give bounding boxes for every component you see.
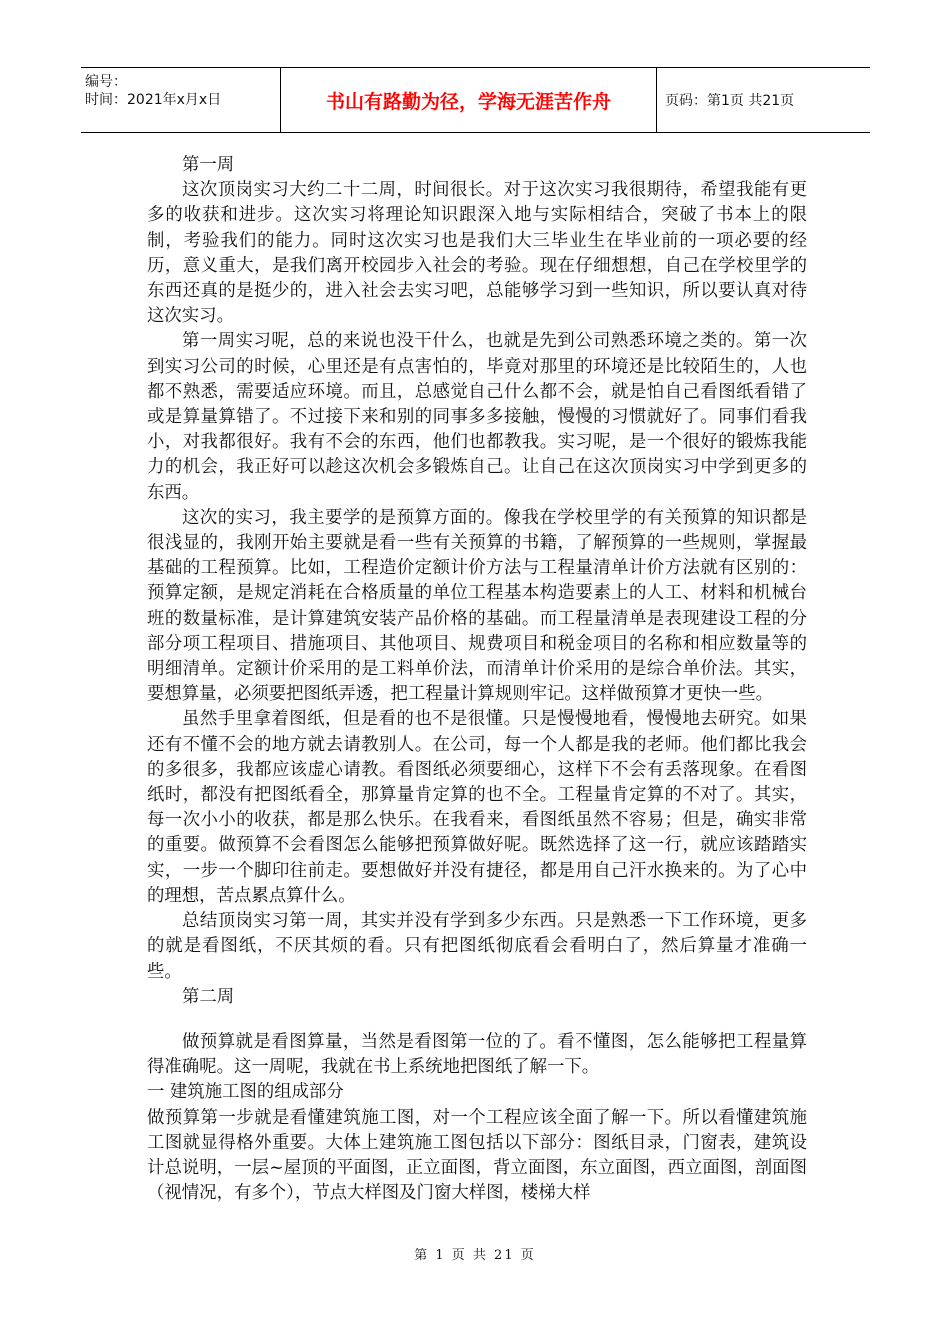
- paragraph-2: 第一周实习呢，总的来说也没干什么，也就是先到公司熟悉环境之类的。第一次到实习公司的时候，心里还是有点害怕的，毕竟对那里的环境还是比较陌生的，人也都不熟悉，需要适应环境。而且，总感觉自己什么都不会，就是怕自己看图纸看错了或是算量算错了。不过接下来和别的同事多多接触，慢慢的习惯就好了。同事们看我小，对我都很好。我有不会的东西，他们也都教我。实习呢，是一个很好的锻炼我能力的机会，我正好可以趁这次机会多锻炼自己。让自己在这次顶岗实习中学到更多的东西。: [147, 331, 807, 503]
- document-header: [81, 67, 870, 133]
- paragraph-6: 做预算就是看图算量，当然是看图第一位的了。看不懂图，怎么能够把工程量算得准确呢。这一周呢，我就在书上系统地把图纸了解一下。: [147, 1031, 807, 1078]
- paragraph-4: 虽然手里拿着图纸，但是看的也不是很懂。只是慢慢地看，慢慢地去研究。如果还有不懂不会的地方就去请教别人。在公司，每一个人都是我的老师。他们都比我会的多很多，我都应该虚心请教。看图纸必须要细心，这样下不会有丢落现象。在看图纸时，都没有把图纸看全，那算量肯定算的也不全。工程量肯定算的不对了。其实，每一次小小的收获，都是那么快乐。在我看来，看图纸虽然不容易；但是，确实非常的重要。做预算不会看图怎么能够把预算做好呢。既然选择了这一行，就应该踏踏实实，一步一个脚印往前走。要想做好并没有捷径，都是用自己汗水换来的。为了心中的理想，苦点累点算什么。: [147, 709, 807, 906]
- document-number-label: 编号：: [85, 74, 127, 90]
- header-meta-cell: [81, 68, 281, 132]
- document-date: 时间：2021年x月x日: [85, 92, 222, 108]
- paragraph-5: 总结顶岗实习第一周，其实并没有学到多少东西。只是熟悉一下工作环境，更多的就是看图纸，不厌其烦的看。只有把图纸彻底看会看明白了，然后算量才准确一些。: [147, 911, 807, 982]
- paragraph-7: 做预算第一步就是看懂建筑施工图，对一个工程应该全面了解一下。所以看懂建筑施工图就显得格外重要。大体上建筑施工图包括以下部分：图纸目录，门窗表，建筑设计总说明，一层~屋顶的平面图，正立面图，背立面图，东立面图，西立面图，剖面图（视情况，有多个），节点大样图及门窗大样图，楼梯大样: [147, 1107, 807, 1204]
- page-footer: 第 1 页 共 21 页: [414, 1248, 536, 1263]
- paragraph-spacer: [147, 1010, 807, 1030]
- section-1-title: 一 建筑施工图的组成部分: [147, 1082, 344, 1103]
- week-1-title: 第一周: [182, 155, 235, 175]
- header-motto: 书山有路勤为径，学海无涯苦作舟: [281, 68, 657, 132]
- paragraph-1: 这次顶岗实习大约二十二周，时间很长。对于这次实习我很期待，希望我能有更多的收获和进步。这次实习将理论知识跟深入地与实际相结合，突破了书本上的限制，考验我们的能力。同时这次实习也是我们大三毕业生在毕业前的一项必要的经历，意义重大，是我们离开校园步入社会的考验。现在仔细想想，自己在学校里学的东西还真的是挺少的，进入社会去实习吧，总能够学习到一些知识，所以要认真对待这次实习。: [147, 180, 807, 327]
- document-body: [147, 153, 807, 1206]
- header-page-info: 页码：第1页 共21页: [665, 93, 795, 109]
- week-2-title: 第二周: [182, 986, 235, 1007]
- paragraph-3: 这次的实习，我主要学的是预算方面的。像我在学校里学的有关预算的知识都是很浅显的，我刚开始主要就是看一些有关预算的书籍，了解预算的一些规则，掌握最基础的工程预算。比如，工程造价定额计价方法与工程量清单计价方法就有区别的：预算定额，是规定消耗在合格质量的单位工程基本构造要素上的人工、材料和机械台班的数量标准，是计算建筑安装产品价格的基础。而工程量清单是表现建设工程的分部分项工程项目、措施项目、其他项目、规费项目和税金项目的名称和相应数量等的明细清单。定额计价采用的是工料单价法，而清单计价采用的是综合单价法。其实，要想算量，必须要把图纸弄透，把工程量计算规则牢记。这样做预算才更快一些。: [147, 507, 807, 705]
